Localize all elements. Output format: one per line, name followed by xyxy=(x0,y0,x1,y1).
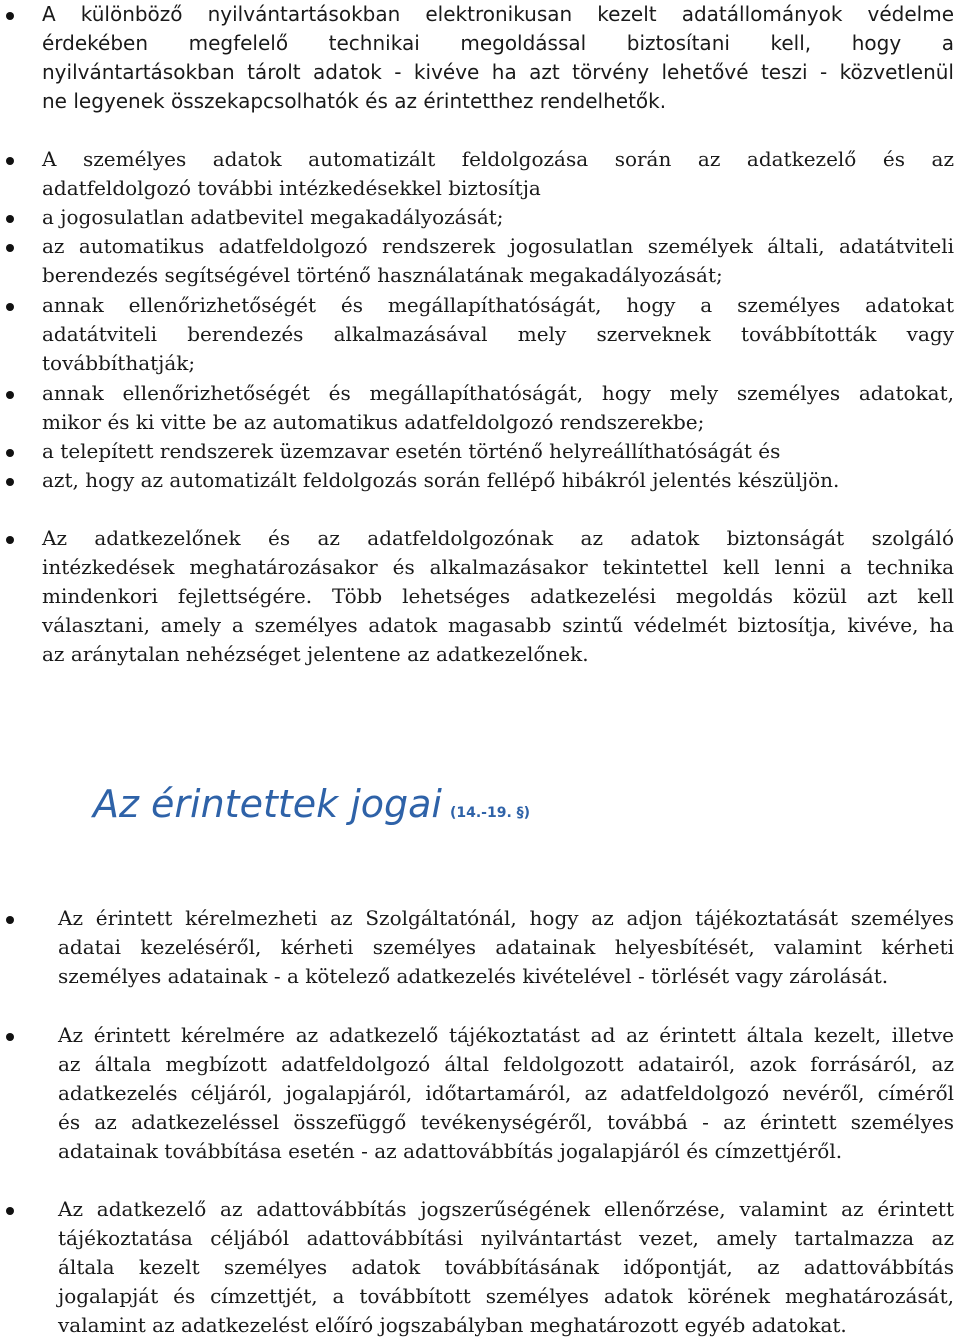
text-line: az aránytalan nehézséget jelentene az adatkezelőnek. xyxy=(42,642,589,666)
text-line: A különböző nyilvántartásokban elektronikusan kezelt adatállományok védelme xyxy=(42,2,954,26)
bullet-icon xyxy=(6,1207,14,1215)
text-line: adatfeldolgozó további intézkedésekkel biztosítja xyxy=(42,176,541,200)
text-line: általa kezelt személyes adatok továbbításának időpontját, az adattovábbítás xyxy=(58,1255,954,1279)
text-line: intézkedések meghatározásakor és alkalmazásakor tekintettel kell lenni a technika xyxy=(42,555,954,579)
text-line: Az adatkezelő az adattovábbítás jogszerűségének ellenőrzése, valamint az érintett xyxy=(58,1197,954,1221)
text-line: berendezés segítségével történő használatának megakadályozását; xyxy=(42,263,723,287)
text-line: ne legyenek összekapcsolhatók és az érintetthez rendelhetők. xyxy=(42,89,667,113)
text-line: nyilvántartásokban tárolt adatok - kivéve ha azt törvény lehetővé teszi - közvetlenül xyxy=(42,60,954,84)
text-line: az automatikus adatfeldolgozó rendszerek jogosulatlan személyek általi, adatátviteli xyxy=(42,234,954,258)
heading-title: Az érintettek jogai xyxy=(93,782,442,826)
text-line: valamint az adatkezelést előíró jogszabályban meghatározott egyéb adatokat. xyxy=(58,1313,847,1337)
text-line: érdekében megfelelő technikai megoldással biztosítani kell, hogy a xyxy=(42,31,954,55)
text-line: adatátviteli berendezés alkalmazásával mely szerveknek továbbították vagy xyxy=(42,322,954,346)
text-line: továbbíthatják; xyxy=(42,351,196,375)
section-heading xyxy=(93,782,530,826)
text-line: Az adatkezelőnek és az adatfeldolgozónak az adatok biztonságát szolgáló xyxy=(42,526,954,550)
bullet-icon xyxy=(6,215,14,223)
bullet-icon xyxy=(6,391,14,399)
heading-reference: (14.-19. §) xyxy=(449,805,531,821)
bullet-icon xyxy=(6,1033,14,1041)
text-line: jogalapját és címzettjét, a továbbított személyes adatok körének meghatározását, xyxy=(58,1284,954,1308)
bullet-icon xyxy=(6,449,14,457)
text-line: a telepített rendszerek üzemzavar esetén történő helyreállíthatóságát és xyxy=(42,439,781,463)
bullet-icon xyxy=(6,157,14,165)
text-line: Az érintett kérelmezheti az Szolgáltatónál, hogy az adjon tájékoztatását személyes xyxy=(58,906,954,930)
bullet-icon xyxy=(6,478,14,486)
text-line: A személyes adatok automatizált feldolgozása során az adatkezelő és az xyxy=(42,147,954,171)
text-line: adatkezelés céljáról, jogalapjáról, időtartamáról, az adatfeldolgozó nevéről, címéről xyxy=(58,1081,954,1105)
text-line: annak ellenőrizhetőségét és megállapíthatóságát, hogy a személyes adatokat xyxy=(42,293,954,317)
text-line: annak ellenőrizhetőségét és megállapíthatóságát, hogy mely személyes adatokat, xyxy=(42,381,954,405)
text-line: mindenkori fejlettségére. Több lehetséges adatkezelési megoldás közül azt kell xyxy=(42,584,954,608)
text-line: a jogosulatlan adatbevitel megakadályozását; xyxy=(42,205,504,229)
text-line: az általa megbízott adatfeldolgozó által feldolgozott adatairól, azok forrásáról, az xyxy=(58,1052,954,1076)
bullet-icon xyxy=(6,536,14,544)
bullet-icon xyxy=(6,303,14,311)
text-line: választani, amely a személyes adatok magasabb szintű védelmét biztosítja, kivéve, ha xyxy=(42,613,954,637)
text-line: azt, hogy az automatizált feldolgozás során fellépő hibákról jelentés készüljön. xyxy=(42,468,840,492)
text-line: adatai kezeléséről, kérheti személyes adatainak helyesbítését, valamint kérheti xyxy=(58,935,954,959)
text-line: mikor és ki vitte be az automatikus adatfeldolgozó rendszerekbe; xyxy=(42,410,705,434)
bullet-icon xyxy=(6,12,14,20)
text-line: és az adatkezeléssel összefüggő tevékenységéről, továbbá - az érintett személyes xyxy=(58,1110,954,1134)
bullet-icon xyxy=(6,244,14,252)
text-line: személyes adatainak - a kötelező adatkezelés kivételével - törlését vagy zárolását. xyxy=(58,964,889,988)
bullet-icon xyxy=(6,916,14,924)
text-line: adatainak továbbítása esetén - az adattovábbítás jogalapjáról és címzettjéről. xyxy=(58,1139,843,1163)
text-line: Az érintett kérelmére az adatkezelő tájékoztatást ad az érintett általa kezelt, illetve xyxy=(58,1023,954,1047)
text-line: tájékoztatása céljából adattovábbítási nyilvántartást vezet, amely tartalmazza az xyxy=(58,1226,954,1250)
